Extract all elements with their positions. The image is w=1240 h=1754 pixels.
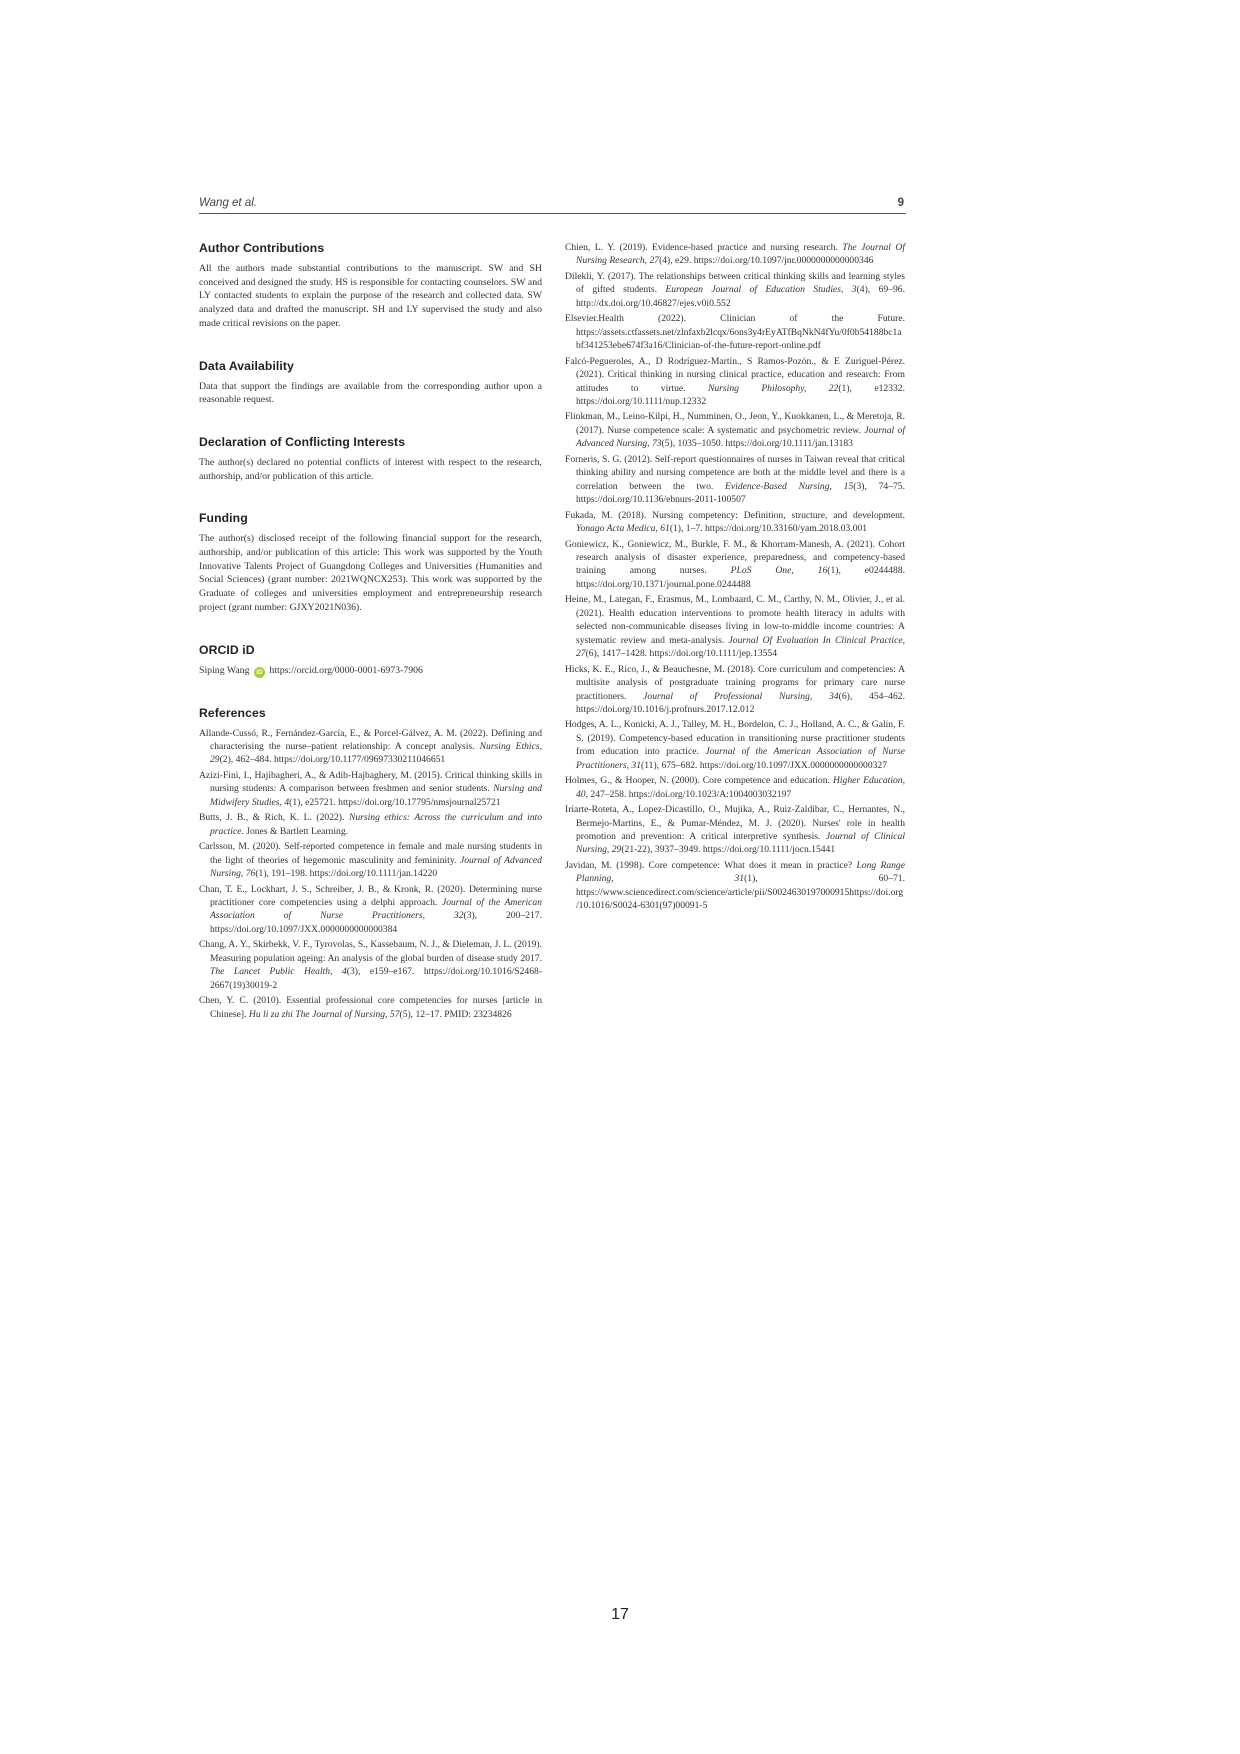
reference-text: Dilekli, Y. (2017). The relationships between critical thinking skills and learning styles of gifted students. (565, 270, 905, 296)
running-head-page-number: 9 (897, 197, 904, 209)
footer-page-number: 17 (611, 1606, 629, 1623)
section-references-left (199, 706, 542, 1022)
reference-details: (1), 191–198. https://doi.org/10.1111/jan.14220 (255, 868, 438, 880)
section-heading: ORCID iD (199, 642, 255, 657)
reference-source: PLoS One, 16 (730, 565, 828, 577)
reference-item (565, 241, 905, 268)
reference-item (199, 840, 542, 880)
reference-text: Iriarte-Roteta, A., Lopez-Dicastillo, O., Mujika, A., Ruiz-Zaldibar, C., Hernantes, N., Bermejo-Martins, E., & Pumar-Méndez, M. J. (2020). Nurses' role in health promotion and prevention: A critical interpretive synthesis. (565, 804, 905, 843)
reference-text: Azizi-Fini, I., Hajibagheri, A., & Adib-Hajbaghery, M. (2015). Critical thinking skills in nursing students: A comparison between freshmen and senior students. (199, 769, 542, 795)
reference-text: Chien, L. Y. (2019). Evidence-based practice and nursing research. (565, 242, 843, 253)
references-heading: References (199, 705, 266, 720)
orcid-icon: iD (254, 667, 265, 678)
reference-source: Journal Of Evaluation In Clinical Practice, 27 (576, 634, 905, 660)
section-body: Data that support the findings are available from the corresponding author upon a reasonable request. (199, 380, 542, 406)
reference-source: Nursing ethics: Across the curriculum and into practice (210, 812, 543, 837)
reference-details: (6), 1417–1428. https://doi.org/10.1111/jep.13554 (585, 648, 778, 660)
reference-item (565, 538, 905, 592)
reference-item (565, 593, 905, 660)
reference-details: (11), 675–682. https://doi.org/10.1097/JXX.0000000000000327 (641, 759, 888, 771)
reference-source: The Lancet Public Health, 4 (210, 966, 347, 978)
orcid-link[interactable]: https://orcid.org/0000-0001-6973-7906 (269, 664, 423, 676)
reference-text: Forneris, S. G. (2012). Self-report questionnaires of nurses in Taiwan reveal that critical thinking ability and nursing competence are both at the middle level and there is a correlation between the two. (565, 453, 905, 492)
reference-list-right (565, 241, 905, 913)
reference-details: (2), 462–484. https://doi.org/10.1177/09697330211046651 (219, 754, 446, 766)
orcid-author-name: Siping Wang (199, 664, 250, 676)
section-orcid (199, 643, 542, 678)
reference-item (565, 410, 905, 450)
section-heading: Data Availability (199, 358, 294, 373)
reference-source: European Journal of Education Studies, 3 (665, 284, 857, 296)
reference-details: (1), 60–71. https://www.sciencedirect.com/science/article/pii/S0024630197000915https://doi.org/10.1016/S0024-6301(97)00091-5 (576, 873, 905, 912)
reference-source: Nursing Philosophy, 22 (707, 382, 839, 394)
reference-details: (5), 1035–1050. https://doi.org/10.1111/jan.13183 (661, 438, 853, 450)
reference-item (199, 811, 542, 838)
reference-text: Allande-Cussó, R., Fernández-García, E., & Porcel-Gálvez, A. M. (2022). Defining and characterising the nurse–patient relationship: A concept analysis. (199, 727, 542, 752)
reference-source: Nursing and Midwifery Studies, 4 (210, 783, 542, 808)
reference-source: Evidence-Based Nursing, 15 (725, 480, 854, 492)
section-heading: Declaration of Conflicting Interests (199, 434, 406, 449)
reference-source: Long Range Planning, 31 (576, 859, 905, 885)
reference-text: Hicks, K. E., Rico, J., & Beauchesne, M. (2018). Core curriculum and competencies: A multisite analysis of postgraduate training programs for primary care nurse practitioners. (565, 663, 905, 702)
left-column (199, 241, 542, 1049)
reference-list-left (199, 727, 542, 1022)
reference-item (565, 355, 905, 409)
reference-text: Javidan, M. (1998). Core competence: What does it mean in practice? (565, 859, 857, 871)
reference-item (199, 769, 542, 809)
reference-text: Elsevier.Health (2022). Clinician of the Future. https://assets.ctfassets.net/zlnfaxb2lcqx/6ons3y4rEyATfBqNkN4fYu/0f0b54188bc1abf341253ebe674f3a16/Clinician-of-the-future-report-online.pdf (565, 313, 905, 352)
reference-text: Goniewicz, K., Goniewicz, M., Burkle, F. M., & Khorram-Manesh, A. (2021). Cohort research analysis of disaster experience, preparedness, and competency-based training among nurses. (565, 538, 905, 577)
section-body: The author(s) disclosed receipt of the following financial support for the research, authorship, and/or publication of this article: This work was supported by the Youth Innovative Talents Project of Guangdong Colleges and Universities (Humanities and Social Sciences) (grant number: 2021WQNCX253). This work was supported by the Graduate of colleges and universities employment and entrepreneurship research project (grant number: GJXY2021N036). (199, 533, 542, 613)
reference-item (199, 994, 542, 1021)
reference-item (565, 803, 905, 857)
reference-details: (5), 12–17. PMID: 23234826 (399, 1008, 512, 1020)
reference-source: Journal of Professional Nursing, 34 (643, 690, 839, 702)
reference-source: Journal of Advanced Nursing, 76 (210, 854, 542, 880)
reference-item (199, 938, 542, 992)
orcid-line (199, 664, 542, 678)
reference-text: Butts, J. B., & Rich, K. L. (2022). (199, 812, 349, 824)
reference-details: (1), e25721. https://doi.org/10.17795/nmsjournal25721 (289, 796, 501, 808)
reference-text: Hodges, A. L., Konicki, A. J., Talley, M. H., Bordelon, C. J., Holland, A. C., & Galin, F. S. (2019). Competency-based education in transitioning nurse practitioner students from education into practice. (565, 719, 905, 758)
reference-text: Heine, M., Lategan, F., Erasmus, M., Lombaard, C. M., Carthy, N. M., Olivier, J., et al. (2021). Health education interventions to promote health literacy in adults with selected non-communicable diseases living in low-to-middle income countries: A systematic review and meta-analysis. (565, 594, 905, 646)
reference-source: The Journal Of Nursing Research, 27 (576, 242, 905, 267)
reference-source: Journal of Clinical Nursing, 29 (576, 831, 905, 856)
reference-item (199, 883, 542, 937)
reference-source: Nursing Ethics, 29 (210, 741, 542, 766)
reference-text: Chen, Y. C. (2010). Essential professional core competencies for nurses [article in Chinese]. (199, 995, 542, 1020)
reference-item (565, 509, 905, 536)
right-column (565, 241, 905, 915)
reference-item (199, 727, 542, 767)
running-head-authors: Wang et al. (199, 197, 257, 209)
reference-details: , 247–258. https://doi.org/10.1023/A:1004003032197 (585, 788, 792, 800)
reference-text: Chan, T. E., Lockhart, J. S., Schreiber, J. B., & Kronk, R. (2020). Determining nurse practitioner core competencies using a delphi approach. (199, 883, 542, 908)
reference-details: (3), 200–217. https://doi.org/10.1097/JXX.0000000000000384 (210, 910, 542, 935)
section-funding (199, 511, 542, 614)
reference-source: Yonago Acta Medica, 61 (576, 523, 670, 535)
reference-text: Fukada, M. (2018). Nursing competency: Definition, structure, and development. (565, 509, 905, 521)
reference-details: (21-22), 3937–3949. https://doi.org/10.1111/jocn.15441 (621, 844, 836, 856)
reference-details: (3), e159–e167. https://doi.org/10.1016/S2468-2667(19)30019-2 (210, 966, 542, 991)
section-body: The author(s) declared no potential conflicts of interest with respect to the research, authorship, and/or publication of this article. (199, 456, 542, 482)
reference-text: Falcó-Pegueroles, A., D Rodríguez-Martín., S Ramos-Pozón., & E Zuriguel-Pérez. (2021). Critical thinking in nursing clinical practice, education and research: From attitudes to virtue. (565, 355, 905, 394)
reference-details: (1), e12332. https://doi.org/10.1111/nup.12332 (576, 382, 905, 407)
header-rule (199, 213, 906, 214)
reference-source: Hu li za zhi The Journal of Nursing, 57 (248, 1008, 400, 1020)
reference-details: (1), e0244488. https://doi.org/10.1371/journal.pone.0244488 (576, 565, 906, 590)
reference-details: . Jones & Bartlett Learning. (241, 825, 349, 837)
reference-text: Holmes, G., & Hooper, N. (2000). Core competence and education. (565, 775, 833, 787)
reference-item (565, 718, 905, 772)
reference-details: (4), e29. https://doi.org/10.1097/jnr.0000000000000346 (659, 255, 874, 267)
reference-source: Journal of the American Association of Nurse Practitioners, 31 (576, 746, 905, 771)
section-heading: Author Contributions (199, 241, 325, 255)
reference-details: (6), 454–462. https://doi.org/10.1016/j.profnurs.2017.12.012 (576, 690, 906, 715)
reference-details: (3), 74–75. https://doi.org/10.1136/ebnurs-2011-100507 (576, 480, 905, 506)
reference-item (565, 774, 905, 801)
reference-source: Journal of the American Association of Nurse Practitioners, 32 (210, 896, 542, 922)
section-data-availability (199, 359, 542, 407)
reference-text: Chang, A. Y., Skirbekk, V. F., Tyrovolas, S., Kassebaum, N. J., & Dieleman, J. L. (2019). Measuring population ageing: An analysis of the global burden of disease study 2017. (199, 939, 542, 964)
reference-text: Carlsson, M. (2020). Self-reported competence in female and male nursing students in the light of theories of hegemonic masculinity and femininity. (199, 841, 542, 866)
reference-item (565, 453, 905, 507)
reference-source: Journal of Advanced Nursing, 73 (576, 424, 905, 450)
reference-details: (4), 69–96. http://dx.doi.org/10.46827/ejes.v0i0.552 (576, 284, 905, 309)
reference-item (565, 663, 905, 717)
section-heading: Funding (199, 511, 248, 526)
section-body: All the authors made substantial contributions to the manuscript. SW and SH conceived and designed the study. HS is responsible for contacting counselors. SW and LY contacted students to explain the purpose of the research and collected data. SW analyzed data and drafted the manuscript. SH and LY supervised the study and also made critical revisions on the paper. (199, 263, 542, 329)
reference-item (565, 859, 905, 913)
reference-source: Higher Education, 40 (576, 775, 905, 800)
reference-text: Flinkman, M., Leino-Kilpi, H., Numminen, O., Jeon, Y., Kuokkanen, L., & Meretoja, R. (2017). Nurse competence scale: A systematic and psychometric review. (565, 411, 905, 436)
reference-item (565, 270, 905, 310)
section-conflicting-interests (199, 435, 542, 483)
reference-item (565, 312, 905, 352)
section-author-contributions (199, 241, 542, 331)
reference-details: (1), 1–7. https://doi.org/10.33160/yam.2018.03.001 (669, 523, 868, 535)
